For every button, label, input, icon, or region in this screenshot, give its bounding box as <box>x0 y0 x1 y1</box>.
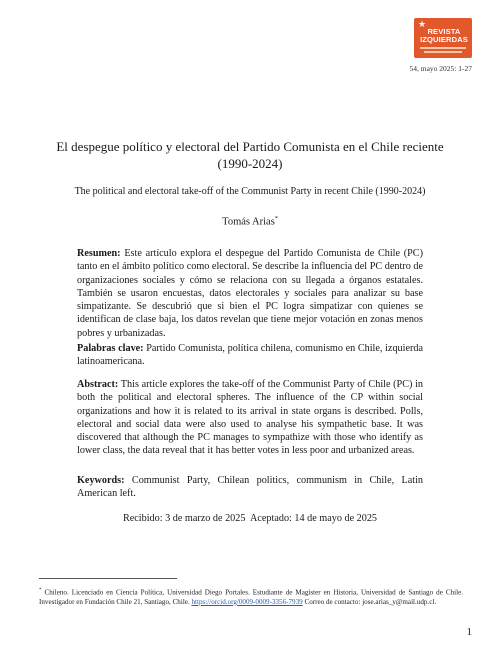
received-dates: Recibido: 3 de marzo de 2025 Aceptado: 14 de mayo de 2025 <box>122 513 378 524</box>
star-icon: ★ <box>418 20 427 30</box>
footnote-divider <box>39 578 177 579</box>
palabras-clave <box>77 342 423 369</box>
author-footnote-mark[interactable]: * <box>274 216 278 222</box>
abstract <box>77 378 423 458</box>
footnote <box>39 586 463 607</box>
author-name: Tomás Arias <box>222 216 275 228</box>
resumen-text: Este artículo explora el despegue del Partido Comunista de Chile (PC) tanto en el ámbito político como electoral. Se describe la influencia del PC dentro de organizaciones sociales y cómo se relaciona con su llegada a órganos estatales. También se usaron encuestas, datos electorales y sociales para analizar su base simpatizante. Se descubrió que si bien el PC logra simpatizar con quienes se identifican de clase baja, los datos revelan que tiene mejor votación en zonas menos pobres y urbanizadas. <box>77 248 423 339</box>
page-number: 1 <box>466 626 472 638</box>
resumen <box>77 247 423 340</box>
article-title: El despegue político y electoral del Partido Comunista en el Chile reciente (1990-2024) <box>56 139 444 171</box>
palabras-label: Palabras clave: <box>77 343 144 354</box>
logo-decoration <box>420 47 466 49</box>
logo-text-line1: REVISTA <box>427 27 461 36</box>
abstract-text: This article explores the take-off of the Communist Party of Chile (PC) in both the political and electoral spheres. The influence of the CP within social organizations and how it is related to its arrival in state organs is described. Polls, electoral and social data were also used to analyse his sympathetic base. It was discovered that although the PC manages to sympathize with those who identify as lower class, the data reveal that it has better votes in less poor and urbanized areas. <box>77 379 423 457</box>
orcid-link[interactable]: https://orcid.org/0009-0009-3356-7939 <box>191 597 303 606</box>
resumen-label: Resumen: <box>77 248 121 259</box>
keywords <box>77 474 423 501</box>
keywords-text: Communist Party, Chilean politics, communism in Chile, Latin American left. <box>77 475 423 500</box>
footnote-contact: Correo de contacto: jose.arias_y@mail.udp.cl. <box>304 597 437 606</box>
article-subtitle: The political and electoral take-off of the Communist Party in recent Chile (1990-2024) <box>74 186 426 197</box>
keywords-label: Keywords: <box>77 475 125 486</box>
abstract-label: Abstract: <box>77 379 119 390</box>
author <box>40 213 460 229</box>
palabras-text: Partido Comunista, política chilena, comunismo en Chile, izquierda latinoamericana. <box>77 343 423 368</box>
issue-info: 54, mayo 2025: 1-27 <box>409 64 472 73</box>
journal-logo <box>414 18 472 58</box>
logo-text-line2: IZQUIERDAS <box>420 35 468 44</box>
logo-decoration <box>424 51 462 53</box>
footnote-mark: * <box>39 588 42 593</box>
footnote-text: Chileno. Licenciado en Ciencia Política, Universidad Diego Portales. Estudiante de Magíster en Historia, Universidad de Santiago de Chile. Investigador en Fundación Chile 21, Santiago, Chile. <box>39 588 464 606</box>
